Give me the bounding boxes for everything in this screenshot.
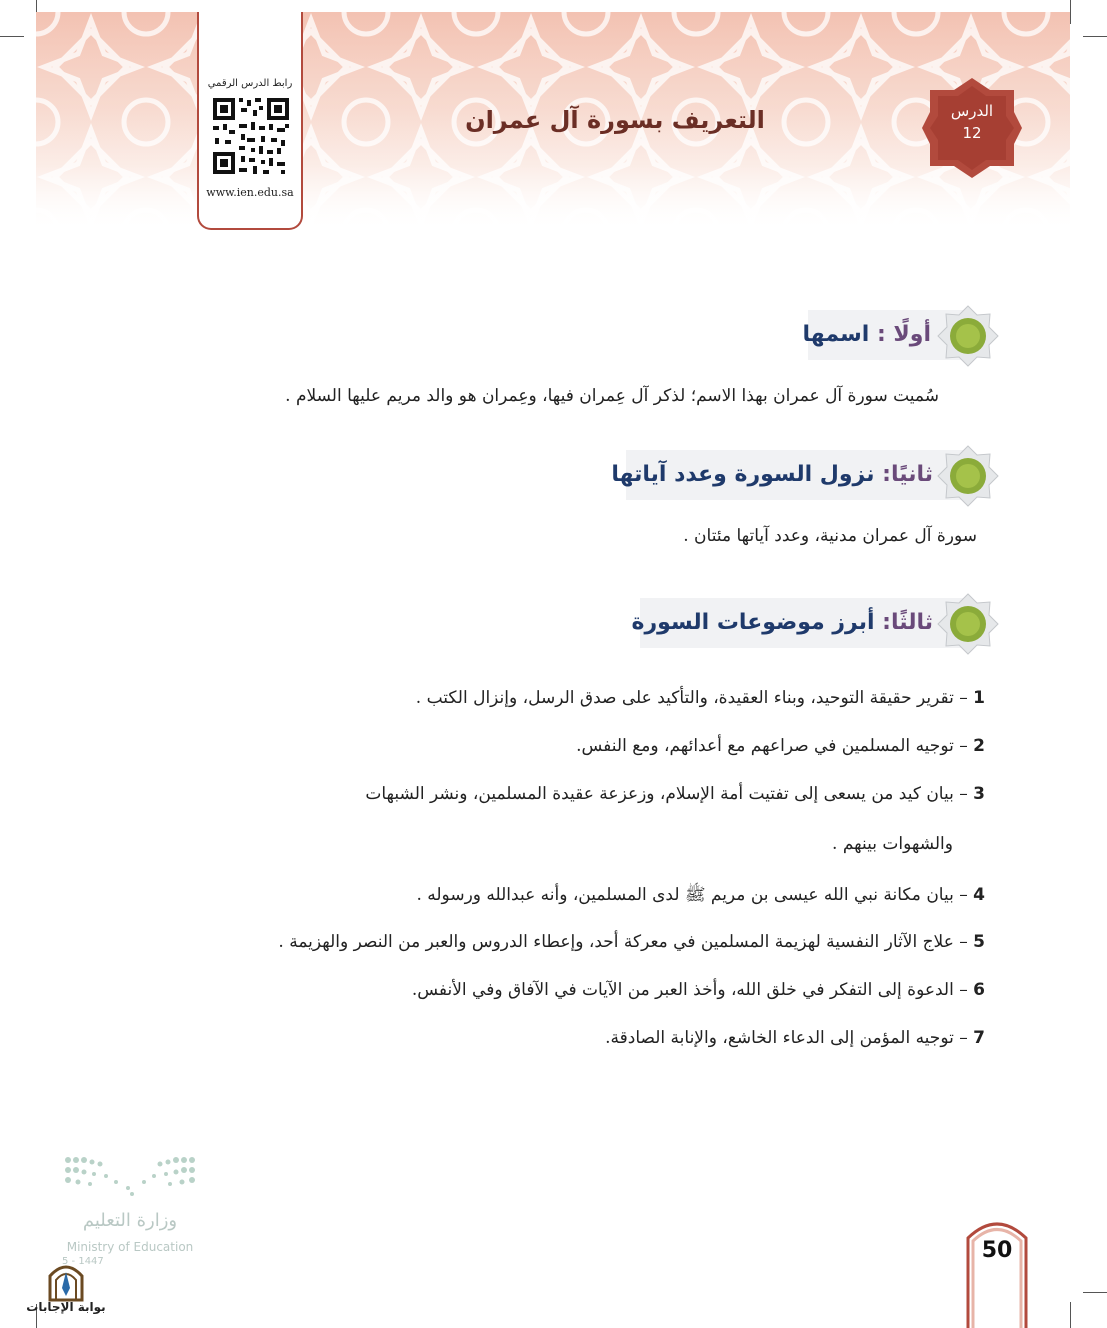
section-paragraph-name: سُميت سورة آل عمران بهذا الاسم؛ لذكر آل عِمران فيها، وعِمران هو والد مريم عليها السلام .: [285, 386, 939, 406]
qr-caption: رابط الدرس الرقمي: [207, 78, 293, 89]
portal-name: بوابة الإجابات: [26, 1300, 106, 1314]
crop-mark: [0, 36, 24, 37]
section-label: أولًا :: [876, 322, 931, 347]
section-heading: نزول السورة وعدد آياتها: [611, 462, 875, 487]
section-title-revelation: [611, 462, 933, 487]
portal-logo-icon: [44, 1258, 88, 1302]
list-number: 2: [973, 736, 985, 756]
list-text: توجيه المؤمن إلى الدعاء الخاشع، والإنابة الصادقة.: [605, 1028, 954, 1048]
ministry-name-en: Ministry of Education: [66, 1240, 194, 1254]
list-number: 1: [973, 688, 985, 708]
crop-mark: [1070, 1302, 1071, 1328]
list-number: 7: [973, 1028, 985, 1048]
page-number-tab: [966, 1216, 1028, 1328]
list-text: والشهوات بينهم .: [832, 834, 953, 854]
green-star-icon: [936, 444, 1000, 508]
section-label: ثالثًا:: [882, 610, 933, 635]
list-number: 6: [973, 980, 985, 1000]
qr-panel: [197, 12, 303, 230]
list-text: توجيه المسلمين في صراعهم مع أعدائهم، ومع النفس.: [576, 736, 954, 756]
page-number: 50: [981, 1238, 1013, 1263]
list-item: 5 – علاج الآثار النفسية لهزيمة المسلمين في معركة أحد، وإعطاء الدروس والعبر من النصر والهزيمة .: [278, 932, 985, 952]
list-number: 5: [973, 932, 985, 952]
section-paragraph-revelation: سورة آل عمران مدنية، وعدد آياتها مئتان .: [683, 526, 977, 546]
qr-code-icon[interactable]: [211, 96, 291, 188]
list-item: 2 – توجيه المسلمين في صراعهم مع أعدائهم، ومع النفس.: [576, 736, 985, 756]
section-heading: اسمها: [802, 322, 870, 347]
ministry-year: 5 - 1447: [62, 1256, 104, 1267]
list-item-continuation: [832, 834, 953, 854]
section-heading: أبرز موضوعات السورة: [631, 610, 875, 635]
list-text: الدعوة إلى التفكر في خلق الله، وأخذ العبر من الآيات في الآفاق وفي الأنفس.: [411, 980, 954, 1000]
list-number: 3: [973, 784, 985, 804]
list-text: تقرير حقيقة التوحيد، وبناء العقيدة، والتأكيد على صدق الرسل، وإنزال الكتب .: [415, 688, 954, 708]
list-text: بيان مكانة نبي الله عيسى بن مريم ﷺ لدى المسلمين، وأنه عبدالله ورسوله .: [416, 885, 954, 905]
list-text: علاج الآثار النفسية لهزيمة المسلمين في معركة أحد، وإعطاء الدروس والعبر من النصر والهزيمة .: [278, 932, 954, 952]
list-item: 7 – توجيه المؤمن إلى الدعاء الخاشع، والإنابة الصادقة.: [605, 1028, 985, 1048]
list-text: بيان كيد من يسعى إلى تفتيت أمة الإسلام، وزعزعة عقيدة المسلمين، ونشر الشبهات: [365, 784, 954, 804]
qr-url[interactable]: www.ien.edu.sa: [206, 186, 294, 199]
lesson-badge-text: [920, 100, 1024, 144]
list-item: 1 – تقرير حقيقة التوحيد، وبناء العقيدة، والتأكيد على صدق الرسل، وإنزال الكتب .: [415, 688, 985, 708]
lesson-label: الدرس: [950, 102, 994, 120]
ministry-logo-icon: [60, 1152, 200, 1202]
list-item: 6 – الدعوة إلى التفكر في خلق الله، وأخذ العبر من الآيات في الآفاق وفي الأنفس.: [411, 980, 985, 1000]
green-star-icon: [936, 592, 1000, 656]
list-number: 4: [973, 885, 985, 905]
ministry-name-ar: وزارة التعليم: [82, 1210, 178, 1231]
list-item: 3 – بيان كيد من يسعى إلى تفتيت أمة الإسلام، وزعزعة عقيدة المسلمين، ونشر الشبهات: [365, 784, 985, 804]
crop-mark: [1083, 36, 1107, 37]
section-title-topics: [632, 610, 933, 635]
green-star-icon: [936, 304, 1000, 368]
crop-mark: [1070, 0, 1071, 24]
section-label: ثانيًا:: [882, 462, 933, 487]
list-item: 4 – بيان مكانة نبي الله عيسى بن مريم ﷺ لدى المسلمين، وأنه عبدالله ورسوله .: [416, 885, 985, 905]
lesson-title: التعريف بسورة آل عمران: [465, 106, 765, 134]
lesson-number: 12: [962, 124, 982, 142]
crop-mark: [1083, 1292, 1107, 1293]
section-title-name: [803, 322, 931, 347]
